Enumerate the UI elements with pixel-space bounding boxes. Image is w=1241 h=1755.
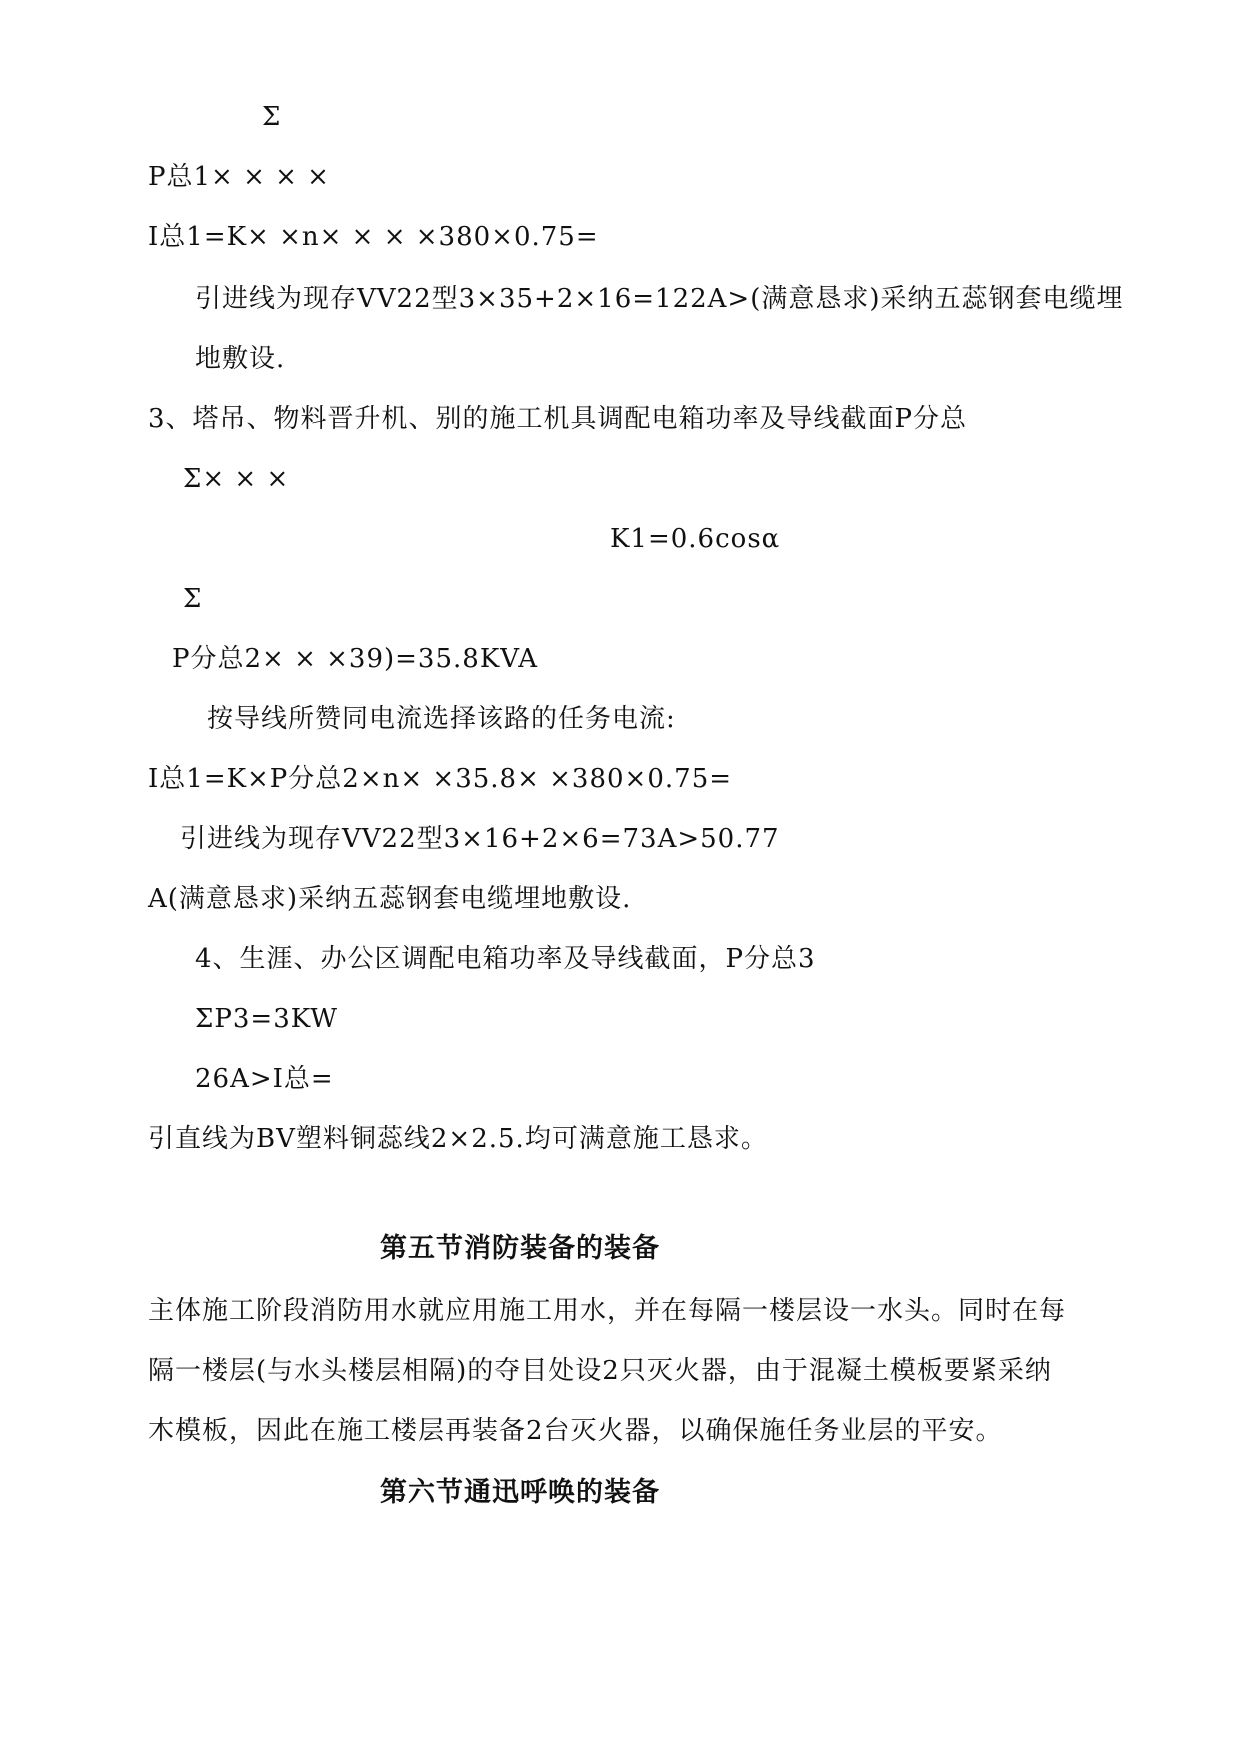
formula-line: I总1=K× ×n× × × ×380×0.75= <box>148 222 599 252</box>
text-line: 引进线为现存VV22型3×35+2×16=122A>(满意恳求)采纳五蕊钢套电缆埋 <box>195 284 1124 314</box>
paragraph-line: 隔一楼层(与水头楼层相隔)的夺目处设2只灭火器，由于混凝土模板要紧采纳 <box>148 1356 1052 1386</box>
formula-line: K1=0.6cosα <box>610 524 781 554</box>
text-line: 4、生涯、办公区调配电箱功率及导线截面，P分总3 <box>195 944 816 974</box>
text-line: 3、塔吊、物料晋升机、别的施工机具调配电箱功率及导线截面P分总 <box>148 404 968 434</box>
formula-line: 26A>I总= <box>195 1064 334 1094</box>
text-line: 按导线所赞同电流选择该路的任务电流: <box>207 704 676 734</box>
section-heading: 第五节消防装备的装备 <box>380 1233 660 1264</box>
formula-line: P分总2× × ×39)=35.8KVA <box>172 644 539 674</box>
formula-line: I总1=K×P分总2×n× ×35.8× ×380×0.75= <box>148 764 733 794</box>
formula-line: ΣP3=3KW <box>195 1004 338 1034</box>
paragraph-line: 木模板，因此在施工楼层再装备2台灭火器，以确保施任务业层的平安。 <box>148 1416 1003 1446</box>
text-line: 引直线为BV塑料铜蕊线2×2.5.均可满意施工恳求。 <box>148 1124 768 1154</box>
sigma-line: Σ <box>262 102 282 132</box>
paragraph-line: 主体施工阶段消防用水就应用施工用水，并在每隔一楼层设一水头。同时在每 <box>148 1296 1067 1326</box>
text-line: 引进线为现存VV22型3×16+2×6=73A>50.77 <box>180 824 780 854</box>
formula-line: P总1× × × × <box>148 162 330 192</box>
text-line: 地敷设. <box>195 344 286 374</box>
section-heading: 第六节通迅呼唤的装备 <box>380 1477 660 1508</box>
text-line: A(满意恳求)采纳五蕊钢套电缆埋地敷设. <box>148 884 632 914</box>
sigma-line: Σ <box>183 584 203 614</box>
formula-line: Σ× × × <box>183 464 290 494</box>
